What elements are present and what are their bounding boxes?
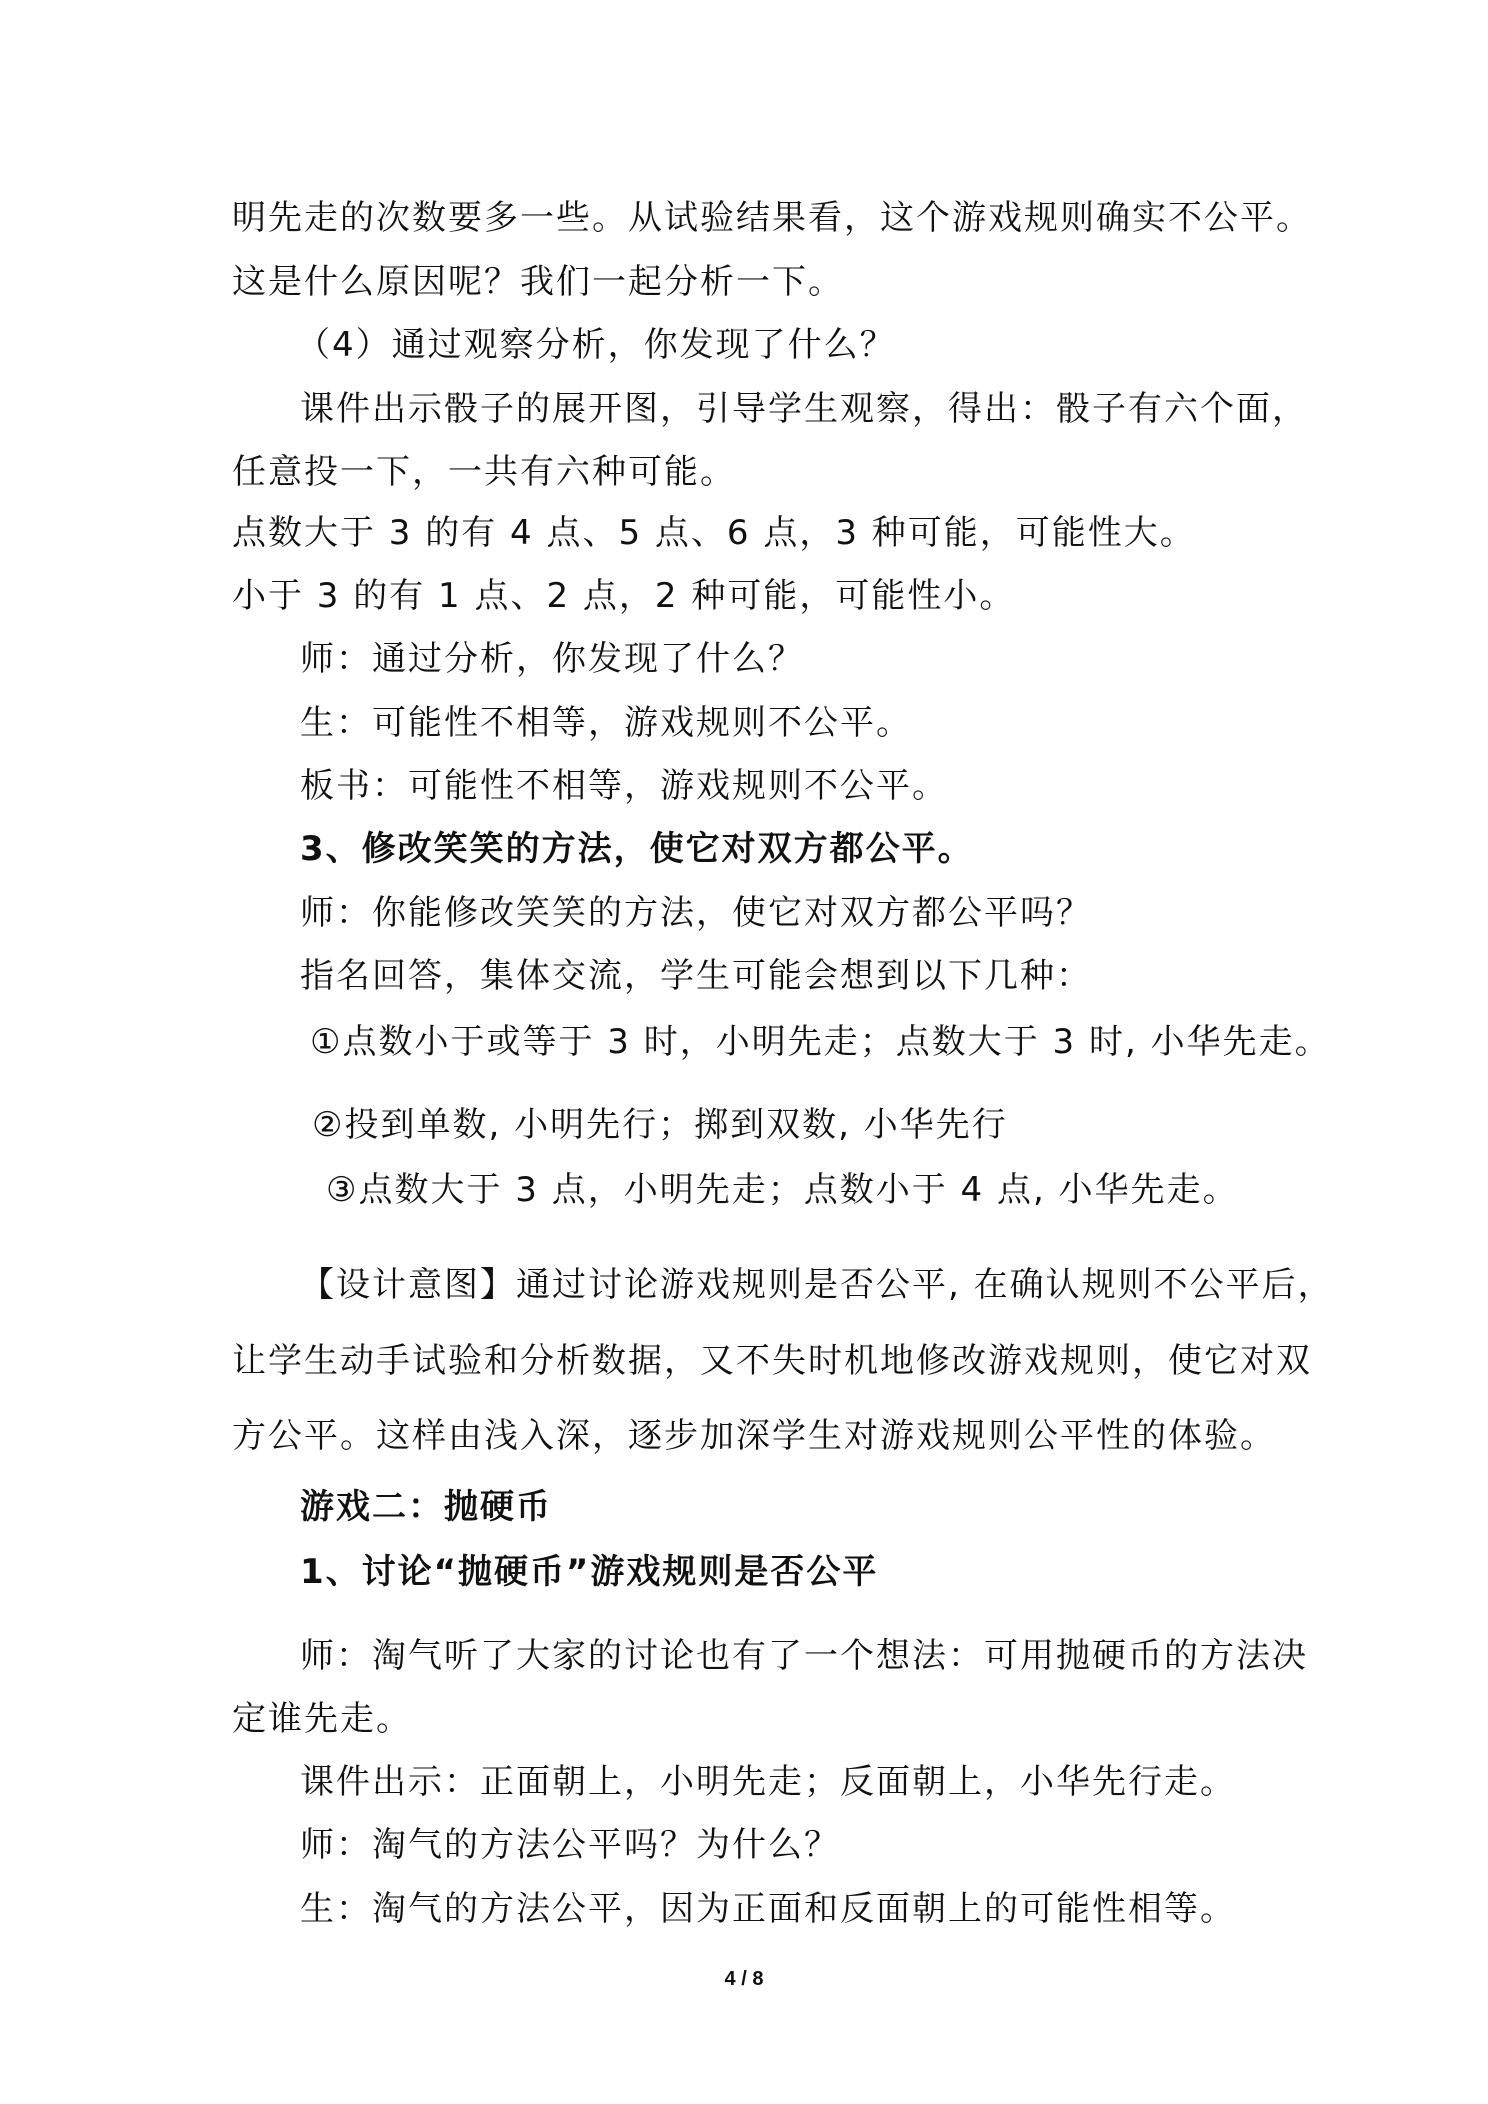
paragraph-line: 方公平。这样由浅入深，逐步加深学生对游戏规则公平性的体验。 <box>232 1416 1276 1456</box>
paragraph-line: 师：淘气听了大家的讨论也有了一个想法：可用抛硬币的方法决 <box>300 1636 1308 1676</box>
paragraph-line: 小于 3 的有 1 点、2 点，2 种可能，可能性小。 <box>232 576 1016 616</box>
design-intent-paragraph: 【设计意图】通过讨论游戏规则是否公平, 在确认规则不公平后， <box>300 1265 1334 1305</box>
paragraph-line: 板书：可能性不相等，游戏规则不公平。 <box>300 766 948 806</box>
paragraph-line: 这是什么原因呢？我们一起分析一下。 <box>232 262 844 302</box>
paragraph-line: 生：淘气的方法公平，因为正面和反面朝上的可能性相等。 <box>300 1889 1236 1929</box>
paragraph-line: 师：淘气的方法公平吗？为什么？ <box>300 1825 840 1865</box>
section-heading: 游戏二：抛硬币 <box>300 1487 552 1527</box>
page-number: 4 / 8 <box>724 1968 764 1990</box>
paragraph-line: 任意投一下，一共有六种可能。 <box>232 452 736 492</box>
paragraph-line: 生：可能性不相等，游戏规则不公平。 <box>300 703 912 743</box>
paragraph-line: 点数大于 3 的有 4 点、5 点、6 点，3 种可能，可能性大。 <box>232 513 1196 553</box>
list-item: ①点数小于或等于 3 时，小明先走；点数大于 3 时, 小华先走。 <box>310 1022 1331 1062</box>
paragraph-line: 定谁先走。 <box>232 1699 412 1739</box>
paragraph-line: （4）通过观察分析，你发现了什么？ <box>296 325 896 365</box>
section-heading: 3、修改笑笑的方法，使它对双方都公平。 <box>300 829 974 869</box>
list-item: ③点数大于 3 点，小明先走；点数小于 4 点, 小华先走。 <box>326 1170 1239 1210</box>
paragraph-line: 课件出示：正面朝上，小明先走；反面朝上，小华先行走。 <box>300 1762 1236 1802</box>
section-heading: 1、讨论“抛硬币”游戏规则是否公平 <box>300 1552 879 1592</box>
paragraph-line: 师：你能修改笑笑的方法，使它对双方都公平吗？ <box>300 893 1092 933</box>
paragraph-line: 明先走的次数要多一些。从试验结果看，这个游戏规则确实不公平。 <box>232 198 1312 238</box>
paragraph-line: 指名回答，集体交流，学生可能会想到以下几种： <box>300 956 1092 996</box>
list-item: ②投到单数, 小明先行；掷到双数, 小华先行 <box>312 1105 1008 1145</box>
paragraph-line: 让学生动手试验和分析数据，又不失时机地修改游戏规则，使它对双 <box>232 1341 1312 1381</box>
paragraph-line: 师：通过分析，你发现了什么？ <box>300 639 804 679</box>
paragraph-line: 课件出示骰子的展开图，引导学生观察，得出：骰子有六个面， <box>300 389 1308 429</box>
